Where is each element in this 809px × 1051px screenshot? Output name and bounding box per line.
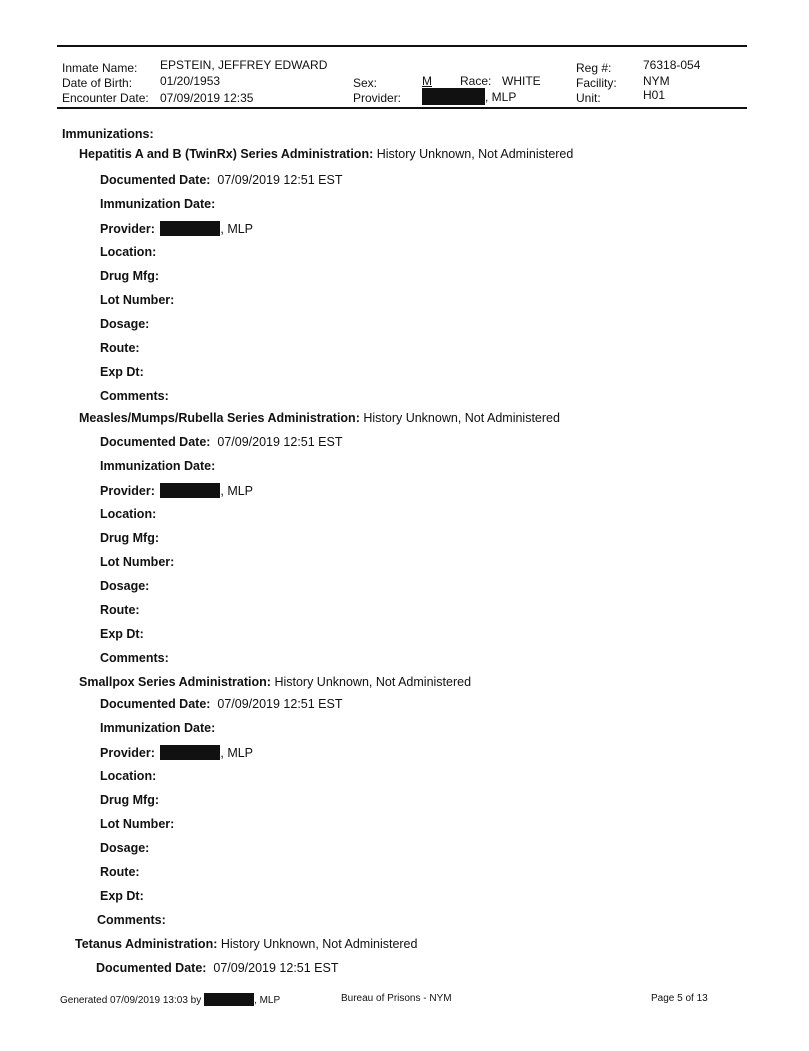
field-label: Location: bbox=[100, 769, 157, 783]
field-label: Documented Date: bbox=[96, 961, 207, 975]
field-label: Lot Number: bbox=[100, 555, 175, 569]
provider-redaction bbox=[160, 745, 220, 760]
group-title-mmr bbox=[79, 411, 560, 426]
footer-generated-suffix: , MLP bbox=[254, 995, 281, 1006]
reg-label: Reg #: bbox=[576, 61, 612, 75]
documented-date-row bbox=[100, 173, 343, 188]
provider-row bbox=[100, 221, 253, 237]
unit-value: H01 bbox=[643, 88, 666, 102]
reg-value: 76318-054 bbox=[643, 58, 701, 72]
comments-row bbox=[97, 913, 166, 928]
field-label: Drug Mfg: bbox=[100, 269, 160, 283]
field-label: Comments: bbox=[100, 389, 169, 403]
field-label: Location: bbox=[100, 507, 157, 521]
field-value: , MLP bbox=[220, 746, 254, 760]
field-label: Dosage: bbox=[100, 317, 150, 331]
group-status: History Unknown, Not Administered bbox=[363, 411, 560, 425]
provider-redaction bbox=[160, 221, 220, 236]
field-label: Drug Mfg: bbox=[100, 793, 160, 807]
provider-row bbox=[100, 483, 253, 499]
provider-redaction bbox=[422, 88, 485, 105]
field-label: Documented Date: bbox=[100, 173, 211, 187]
field-label: Immunization Date: bbox=[100, 721, 216, 735]
field-label: Dosage: bbox=[100, 579, 150, 593]
sex-label: Sex: bbox=[353, 76, 378, 90]
drug-mfg-row bbox=[100, 269, 159, 284]
lot-number-row bbox=[100, 555, 174, 570]
footer-generated bbox=[60, 993, 280, 1006]
footer-generated-text: Generated 07/09/2019 13:03 by bbox=[60, 995, 202, 1006]
header-bottom-rule bbox=[57, 107, 747, 109]
header-top-rule bbox=[57, 45, 747, 47]
dosage-row bbox=[100, 317, 149, 332]
field-label: Documented Date: bbox=[100, 435, 211, 449]
group-heading: Tetanus Administration: bbox=[75, 937, 218, 951]
race-label: Race: bbox=[460, 74, 492, 88]
field-label: Drug Mfg: bbox=[100, 531, 160, 545]
group-title-smallpox bbox=[79, 675, 471, 690]
section-title: Immunizations: bbox=[62, 127, 154, 141]
field-label: Immunization Date: bbox=[100, 459, 216, 473]
immunization-date-row bbox=[100, 197, 215, 212]
documented-date-row bbox=[100, 435, 343, 450]
field-label: Provider: bbox=[100, 222, 155, 236]
immunization-date-row bbox=[100, 721, 215, 736]
field-label: Provider: bbox=[100, 484, 155, 498]
field-label: Documented Date: bbox=[100, 697, 211, 711]
route-row bbox=[100, 341, 140, 356]
location-row bbox=[100, 507, 156, 522]
inmate-name-label: Inmate Name: bbox=[62, 61, 138, 75]
field-label: Route: bbox=[100, 603, 140, 617]
facility-label: Facility: bbox=[576, 76, 617, 90]
comments-row bbox=[100, 651, 169, 666]
facility-value: NYM bbox=[643, 74, 670, 88]
exp-dt-row bbox=[100, 889, 144, 904]
dob-value: 01/20/1953 bbox=[160, 74, 221, 88]
sex-value: M bbox=[422, 74, 432, 88]
field-label: Dosage: bbox=[100, 841, 150, 855]
documented-date-row bbox=[96, 961, 339, 976]
provider-label: Provider: bbox=[353, 91, 402, 105]
unit-label: Unit: bbox=[576, 91, 601, 105]
group-status: History Unknown, Not Administered bbox=[220, 937, 418, 951]
immunization-date-row bbox=[100, 459, 215, 474]
group-status: History Unknown, Not Administered bbox=[376, 147, 574, 161]
header-provider-suffix: , MLP bbox=[485, 90, 517, 104]
provider-redaction bbox=[160, 483, 220, 498]
exp-dt-row bbox=[100, 627, 144, 642]
dob-label: Date of Birth: bbox=[62, 76, 133, 90]
group-heading: Smallpox Series Administration: bbox=[79, 675, 271, 689]
group-title-tetanus bbox=[75, 937, 417, 952]
field-value: , MLP bbox=[220, 222, 254, 236]
group-heading: Hepatitis A and B (TwinRx) Series Administration: bbox=[79, 147, 374, 161]
field-value: 07/09/2019 12:51 EST bbox=[217, 697, 343, 711]
field-label: Provider: bbox=[100, 746, 155, 760]
inmate-name-value: EPSTEIN, JEFFREY EDWARD bbox=[160, 58, 328, 72]
field-label: Route: bbox=[100, 865, 140, 879]
encounter-date-label: Encounter Date: bbox=[62, 91, 149, 105]
group-title-hepatitis bbox=[79, 147, 573, 162]
route-row bbox=[100, 603, 140, 618]
field-label: Comments: bbox=[97, 913, 166, 927]
field-value: 07/09/2019 12:51 EST bbox=[217, 173, 343, 187]
route-row bbox=[100, 865, 140, 880]
exp-dt-row bbox=[100, 365, 144, 380]
documented-date-row bbox=[100, 697, 343, 712]
dosage-row bbox=[100, 841, 149, 856]
encounter-date-value: 07/09/2019 12:35 bbox=[160, 91, 254, 105]
provider-row bbox=[100, 745, 253, 761]
location-row bbox=[100, 769, 156, 784]
group-heading: Measles/Mumps/Rubella Series Administration: bbox=[79, 411, 360, 425]
field-label: Route: bbox=[100, 341, 140, 355]
drug-mfg-row bbox=[100, 793, 159, 808]
field-label: Exp Dt: bbox=[100, 365, 144, 379]
footer-redaction bbox=[204, 993, 254, 1006]
drug-mfg-row bbox=[100, 531, 159, 546]
comments-row bbox=[100, 389, 169, 404]
field-label: Exp Dt: bbox=[100, 627, 144, 641]
race-value: WHITE bbox=[502, 74, 541, 88]
footer-page-number: Page 5 of 13 bbox=[651, 993, 708, 1004]
footer-center: Bureau of Prisons - NYM bbox=[341, 993, 452, 1004]
field-value: , MLP bbox=[220, 484, 254, 498]
lot-number-row bbox=[100, 293, 174, 308]
field-label: Comments: bbox=[100, 651, 169, 665]
location-row bbox=[100, 245, 156, 260]
group-status: History Unknown, Not Administered bbox=[274, 675, 472, 689]
field-value: 07/09/2019 12:51 EST bbox=[213, 961, 339, 975]
field-label: Exp Dt: bbox=[100, 889, 144, 903]
field-value: 07/09/2019 12:51 EST bbox=[217, 435, 343, 449]
field-label: Immunization Date: bbox=[100, 197, 216, 211]
lot-number-row bbox=[100, 817, 174, 832]
header-provider bbox=[422, 88, 516, 105]
dosage-row bbox=[100, 579, 149, 594]
field-label: Lot Number: bbox=[100, 293, 175, 307]
field-label: Location: bbox=[100, 245, 157, 259]
field-label: Lot Number: bbox=[100, 817, 175, 831]
